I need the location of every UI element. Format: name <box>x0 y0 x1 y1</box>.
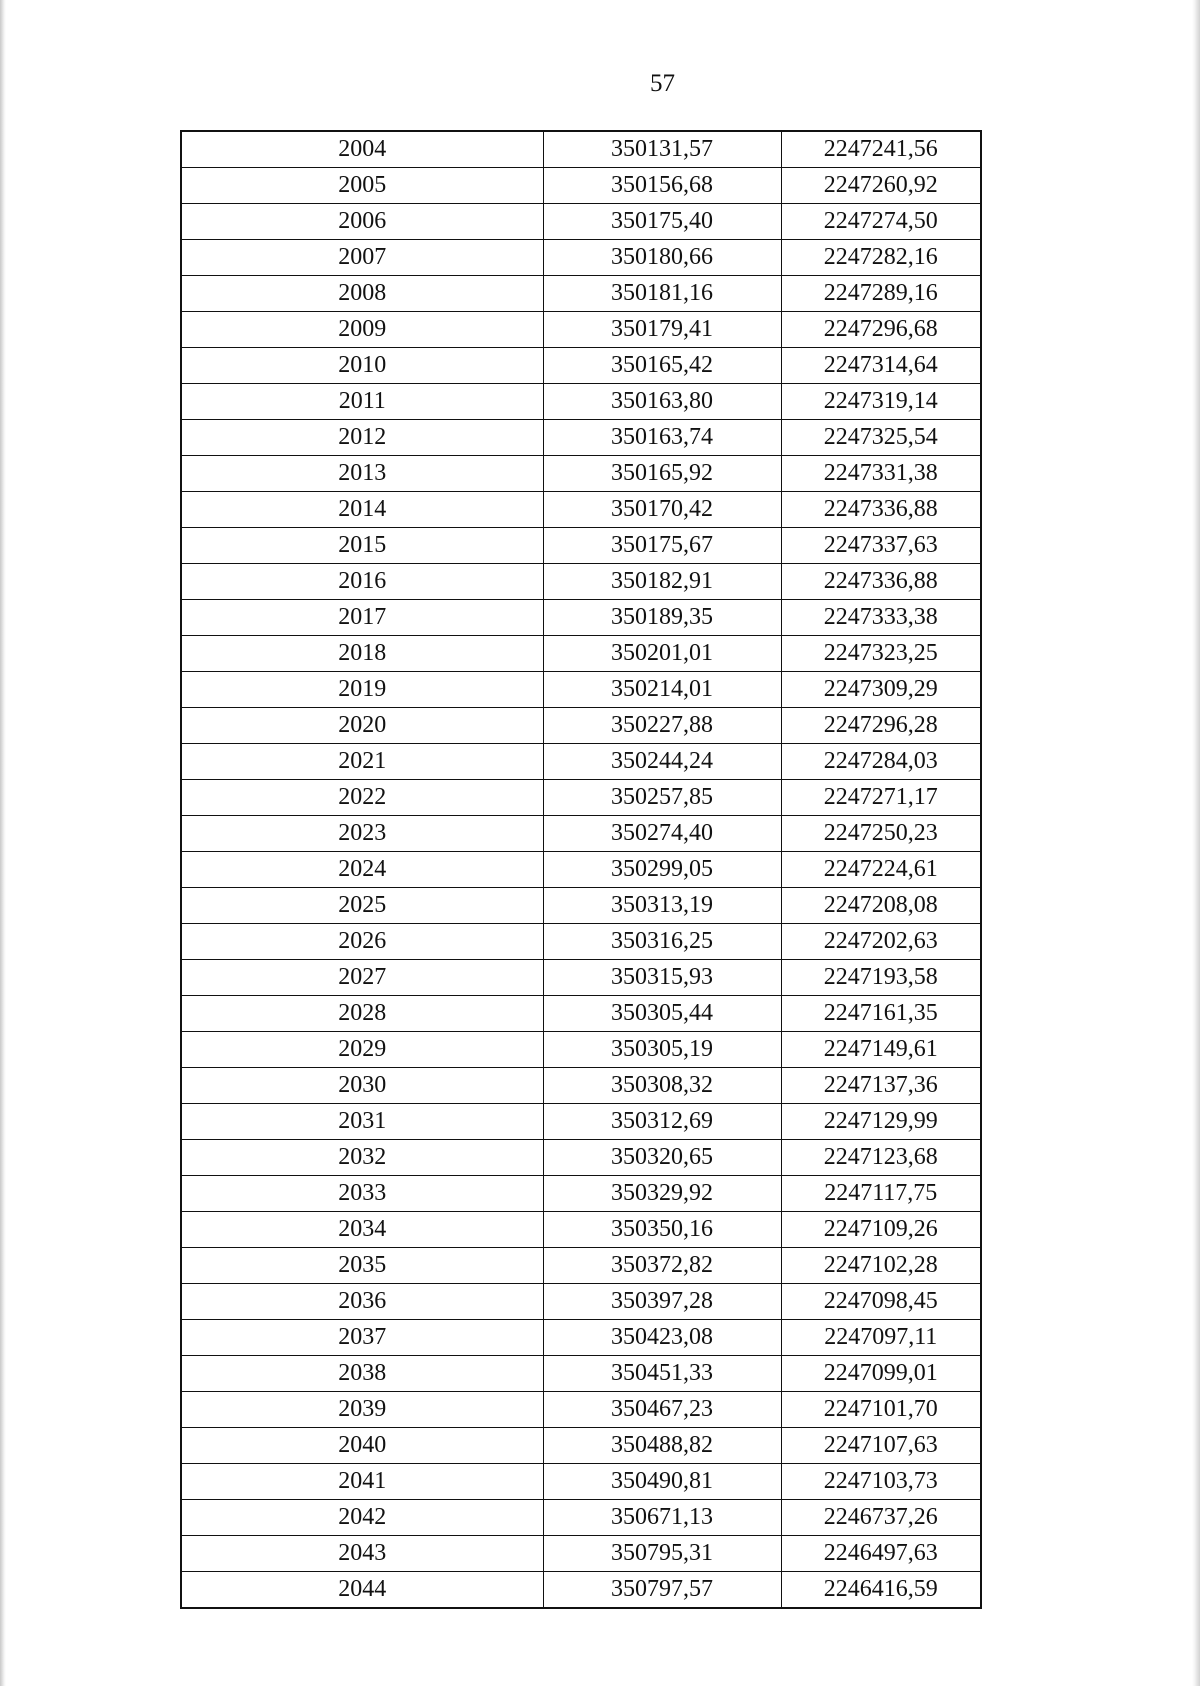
table-row <box>181 276 981 312</box>
y-coordinate-cell: 2246497,63 <box>781 1536 981 1572</box>
x-coordinate-cell: 350163,74 <box>543 420 781 456</box>
point-number-cell: 2021 <box>181 744 543 780</box>
y-coordinate-cell: 2247333,38 <box>781 600 981 636</box>
table-row <box>181 600 981 636</box>
table-row <box>181 1140 981 1176</box>
table-row <box>181 1212 981 1248</box>
table-row <box>181 708 981 744</box>
table-row <box>181 1284 981 1320</box>
table-row <box>181 1392 981 1428</box>
coordinates-table <box>180 130 982 1609</box>
x-coordinate-cell: 350180,66 <box>543 240 781 276</box>
table-row <box>181 384 981 420</box>
y-coordinate-cell: 2247284,03 <box>781 744 981 780</box>
point-number-cell: 2035 <box>181 1248 543 1284</box>
table-row <box>181 1248 981 1284</box>
point-number-cell: 2004 <box>181 131 543 168</box>
y-coordinate-cell: 2247331,38 <box>781 456 981 492</box>
scan-edge-left <box>0 0 6 1686</box>
table-row <box>181 1068 981 1104</box>
table-row <box>181 1464 981 1500</box>
point-number-cell: 2019 <box>181 672 543 708</box>
y-coordinate-cell: 2247137,36 <box>781 1068 981 1104</box>
table-row <box>181 168 981 204</box>
y-coordinate-cell: 2247336,88 <box>781 492 981 528</box>
point-number-cell: 2042 <box>181 1500 543 1536</box>
y-coordinate-cell: 2246416,59 <box>781 1572 981 1609</box>
table-row <box>181 996 981 1032</box>
x-coordinate-cell: 350179,41 <box>543 312 781 348</box>
x-coordinate-cell: 350315,93 <box>543 960 781 996</box>
y-coordinate-cell: 2247149,61 <box>781 1032 981 1068</box>
y-coordinate-cell: 2247208,08 <box>781 888 981 924</box>
table-row <box>181 204 981 240</box>
y-coordinate-cell: 2247161,35 <box>781 996 981 1032</box>
y-coordinate-cell: 2247337,63 <box>781 528 981 564</box>
x-coordinate-cell: 350156,68 <box>543 168 781 204</box>
x-coordinate-cell: 350181,16 <box>543 276 781 312</box>
y-coordinate-cell: 2247314,64 <box>781 348 981 384</box>
y-coordinate-cell: 2247325,54 <box>781 420 981 456</box>
scan-edge-right <box>1192 0 1200 1686</box>
table-row <box>181 1320 981 1356</box>
x-coordinate-cell: 350305,19 <box>543 1032 781 1068</box>
coordinates-table-body <box>181 131 981 1608</box>
table-row <box>181 1536 981 1572</box>
y-coordinate-cell: 2247123,68 <box>781 1140 981 1176</box>
x-coordinate-cell: 350397,28 <box>543 1284 781 1320</box>
x-coordinate-cell: 350312,69 <box>543 1104 781 1140</box>
table-row <box>181 672 981 708</box>
x-coordinate-cell: 350175,40 <box>543 204 781 240</box>
point-number-cell: 2017 <box>181 600 543 636</box>
point-number-cell: 2007 <box>181 240 543 276</box>
table-row <box>181 492 981 528</box>
table-row <box>181 312 981 348</box>
x-coordinate-cell: 350423,08 <box>543 1320 781 1356</box>
x-coordinate-cell: 350795,31 <box>543 1536 781 1572</box>
x-coordinate-cell: 350170,42 <box>543 492 781 528</box>
y-coordinate-cell: 2247336,88 <box>781 564 981 600</box>
y-coordinate-cell: 2247271,17 <box>781 780 981 816</box>
y-coordinate-cell: 2247117,75 <box>781 1176 981 1212</box>
table-row <box>181 528 981 564</box>
x-coordinate-cell: 350299,05 <box>543 852 781 888</box>
y-coordinate-cell: 2247097,11 <box>781 1320 981 1356</box>
point-number-cell: 2040 <box>181 1428 543 1464</box>
y-coordinate-cell: 2247193,58 <box>781 960 981 996</box>
y-coordinate-cell: 2247107,63 <box>781 1428 981 1464</box>
point-number-cell: 2005 <box>181 168 543 204</box>
y-coordinate-cell: 2247102,28 <box>781 1248 981 1284</box>
point-number-cell: 2034 <box>181 1212 543 1248</box>
x-coordinate-cell: 350131,57 <box>543 131 781 168</box>
x-coordinate-cell: 350189,35 <box>543 600 781 636</box>
point-number-cell: 2010 <box>181 348 543 384</box>
point-number-cell: 2022 <box>181 780 543 816</box>
x-coordinate-cell: 350175,67 <box>543 528 781 564</box>
table-row <box>181 564 981 600</box>
point-number-cell: 2027 <box>181 960 543 996</box>
point-number-cell: 2043 <box>181 1536 543 1572</box>
x-coordinate-cell: 350274,40 <box>543 816 781 852</box>
x-coordinate-cell: 350313,19 <box>543 888 781 924</box>
point-number-cell: 2012 <box>181 420 543 456</box>
x-coordinate-cell: 350257,85 <box>543 780 781 816</box>
table-row <box>181 816 981 852</box>
table-row <box>181 1500 981 1536</box>
point-number-cell: 2014 <box>181 492 543 528</box>
x-coordinate-cell: 350797,57 <box>543 1572 781 1609</box>
table-row <box>181 924 981 960</box>
x-coordinate-cell: 350329,92 <box>543 1176 781 1212</box>
point-number-cell: 2028 <box>181 996 543 1032</box>
table-row <box>181 1572 981 1609</box>
x-coordinate-cell: 350372,82 <box>543 1248 781 1284</box>
point-number-cell: 2044 <box>181 1572 543 1609</box>
point-number-cell: 2006 <box>181 204 543 240</box>
x-coordinate-cell: 350201,01 <box>543 636 781 672</box>
table-row <box>181 780 981 816</box>
x-coordinate-cell: 350490,81 <box>543 1464 781 1500</box>
y-coordinate-cell: 2246737,26 <box>781 1500 981 1536</box>
table-row <box>181 1176 981 1212</box>
x-coordinate-cell: 350163,80 <box>543 384 781 420</box>
table-row <box>181 960 981 996</box>
point-number-cell: 2037 <box>181 1320 543 1356</box>
table-row <box>181 456 981 492</box>
table-row <box>181 744 981 780</box>
x-coordinate-cell: 350214,01 <box>543 672 781 708</box>
x-coordinate-cell: 350165,42 <box>543 348 781 384</box>
y-coordinate-cell: 2247309,29 <box>781 672 981 708</box>
point-number-cell: 2039 <box>181 1392 543 1428</box>
y-coordinate-cell: 2247098,45 <box>781 1284 981 1320</box>
point-number-cell: 2023 <box>181 816 543 852</box>
table-row <box>181 420 981 456</box>
y-coordinate-cell: 2247109,26 <box>781 1212 981 1248</box>
point-number-cell: 2038 <box>181 1356 543 1392</box>
point-number-cell: 2011 <box>181 384 543 420</box>
point-number-cell: 2013 <box>181 456 543 492</box>
y-coordinate-cell: 2247323,25 <box>781 636 981 672</box>
table-row <box>181 1104 981 1140</box>
point-number-cell: 2020 <box>181 708 543 744</box>
y-coordinate-cell: 2247129,99 <box>781 1104 981 1140</box>
point-number-cell: 2024 <box>181 852 543 888</box>
x-coordinate-cell: 350671,13 <box>543 1500 781 1536</box>
table-row <box>181 1428 981 1464</box>
table-row <box>181 852 981 888</box>
point-number-cell: 2009 <box>181 312 543 348</box>
y-coordinate-cell: 2247224,61 <box>781 852 981 888</box>
table-row <box>181 348 981 384</box>
point-number-cell: 2018 <box>181 636 543 672</box>
point-number-cell: 2033 <box>181 1176 543 1212</box>
y-coordinate-cell: 2247296,28 <box>781 708 981 744</box>
y-coordinate-cell: 2247319,14 <box>781 384 981 420</box>
point-number-cell: 2016 <box>181 564 543 600</box>
point-number-cell: 2008 <box>181 276 543 312</box>
x-coordinate-cell: 350182,91 <box>543 564 781 600</box>
x-coordinate-cell: 350320,65 <box>543 1140 781 1176</box>
point-number-cell: 2025 <box>181 888 543 924</box>
x-coordinate-cell: 350350,16 <box>543 1212 781 1248</box>
y-coordinate-cell: 2247101,70 <box>781 1392 981 1428</box>
y-coordinate-cell: 2247289,16 <box>781 276 981 312</box>
y-coordinate-cell: 2247260,92 <box>781 168 981 204</box>
y-coordinate-cell: 2247282,16 <box>781 240 981 276</box>
point-number-cell: 2041 <box>181 1464 543 1500</box>
point-number-cell: 2036 <box>181 1284 543 1320</box>
x-coordinate-cell: 350316,25 <box>543 924 781 960</box>
x-coordinate-cell: 350165,92 <box>543 456 781 492</box>
y-coordinate-cell: 2247250,23 <box>781 816 981 852</box>
y-coordinate-cell: 2247274,50 <box>781 204 981 240</box>
x-coordinate-cell: 350305,44 <box>543 996 781 1032</box>
table-row <box>181 131 981 168</box>
point-number-cell: 2030 <box>181 1068 543 1104</box>
x-coordinate-cell: 350244,24 <box>543 744 781 780</box>
y-coordinate-cell: 2247296,68 <box>781 312 981 348</box>
point-number-cell: 2029 <box>181 1032 543 1068</box>
x-coordinate-cell: 350451,33 <box>543 1356 781 1392</box>
x-coordinate-cell: 350488,82 <box>543 1428 781 1464</box>
table-row <box>181 1032 981 1068</box>
point-number-cell: 2015 <box>181 528 543 564</box>
x-coordinate-cell: 350227,88 <box>543 708 781 744</box>
page-number: 57 <box>650 70 675 97</box>
point-number-cell: 2032 <box>181 1140 543 1176</box>
table-row <box>181 240 981 276</box>
y-coordinate-cell: 2247241,56 <box>781 131 981 168</box>
y-coordinate-cell: 2247103,73 <box>781 1464 981 1500</box>
point-number-cell: 2026 <box>181 924 543 960</box>
y-coordinate-cell: 2247202,63 <box>781 924 981 960</box>
point-number-cell: 2031 <box>181 1104 543 1140</box>
table-row <box>181 888 981 924</box>
x-coordinate-cell: 350467,23 <box>543 1392 781 1428</box>
table-row <box>181 636 981 672</box>
y-coordinate-cell: 2247099,01 <box>781 1356 981 1392</box>
table-row <box>181 1356 981 1392</box>
x-coordinate-cell: 350308,32 <box>543 1068 781 1104</box>
